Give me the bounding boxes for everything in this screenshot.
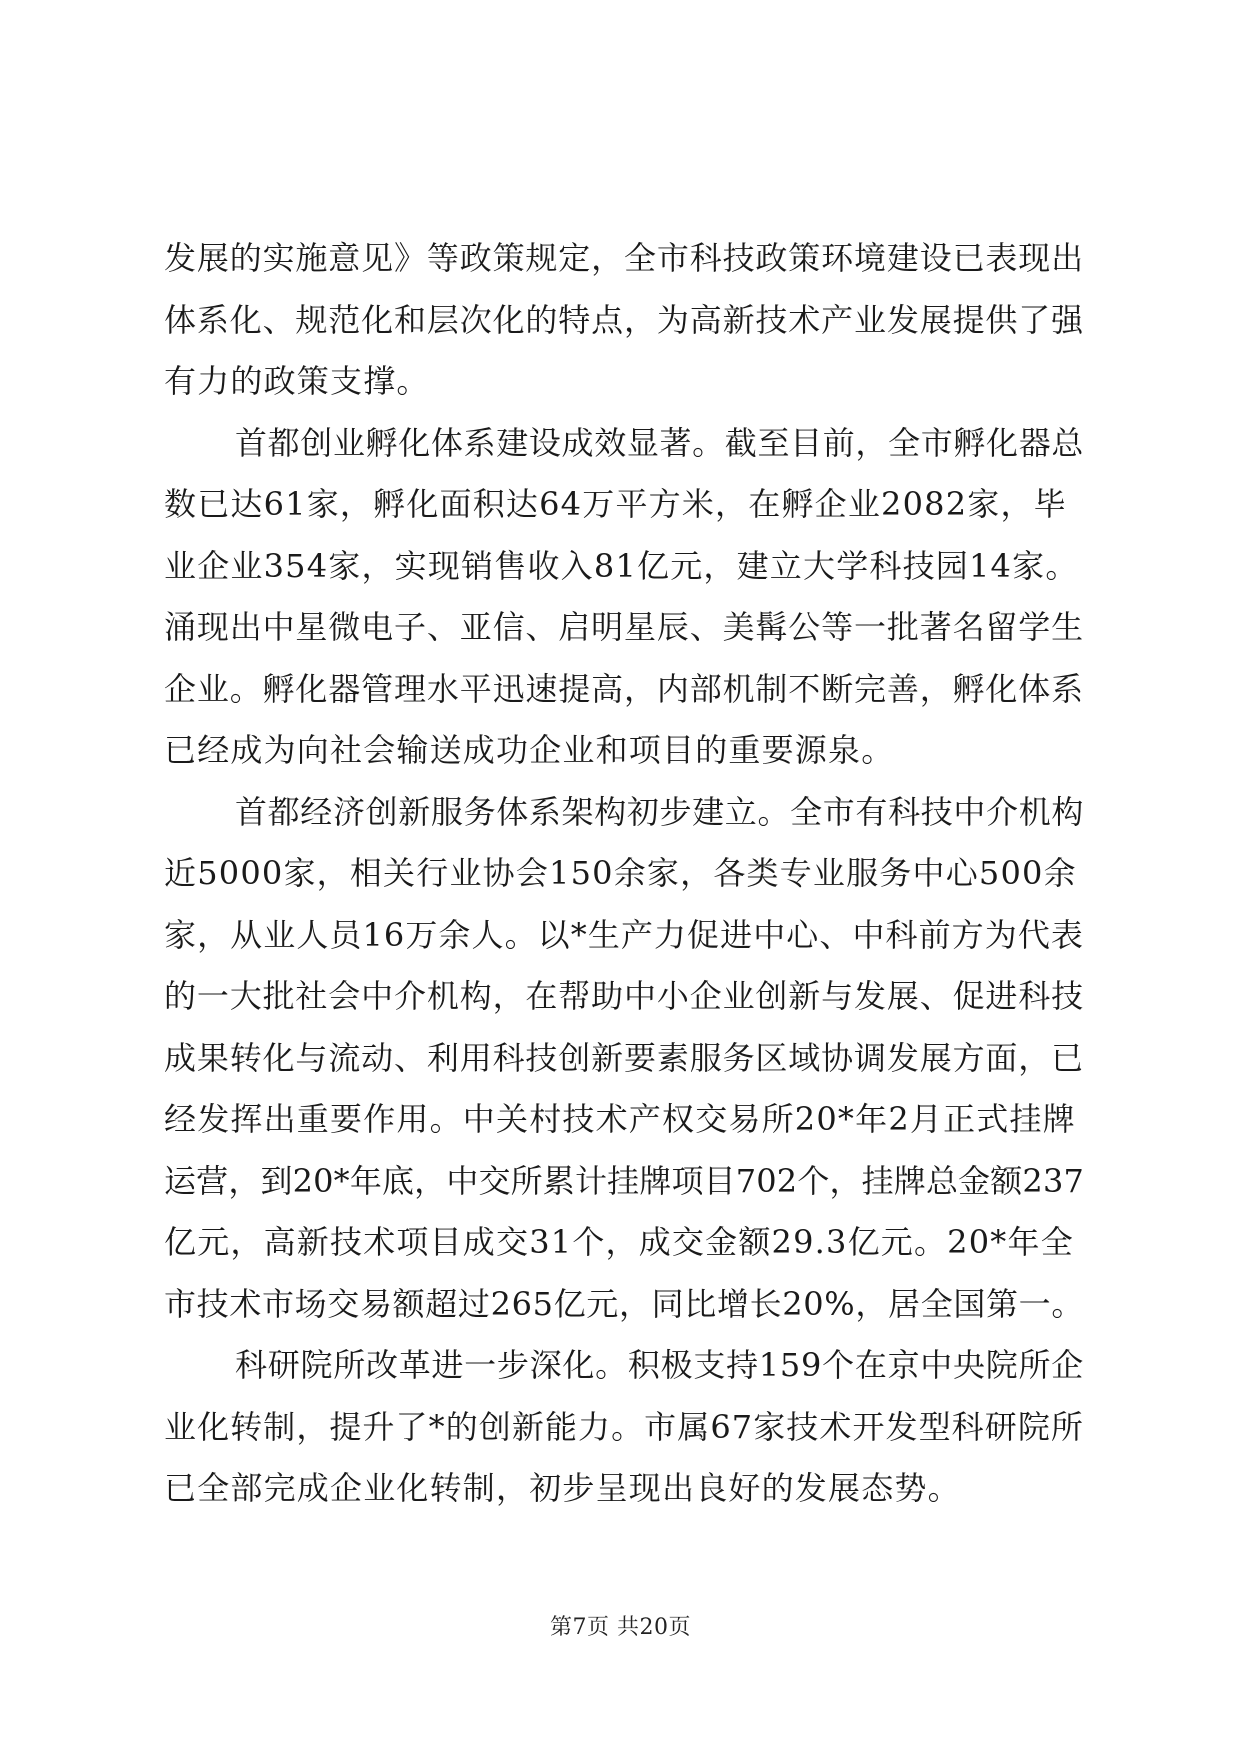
- text-line: 运营，到20*年底，中交所累计挂牌项目702个，挂牌总金额237: [164, 1161, 1084, 1200]
- text-line: 市技术市场交易额超过265亿元，同比增长20%，居全国第一。: [164, 1284, 1084, 1323]
- text-line: 企业。孵化器管理水平迅速提高，内部机制不断完善，孵化体系: [164, 669, 1084, 708]
- text-line: 数已达61家，孵化面积达64万平方米，在孵企业2082家，毕: [164, 485, 1067, 523]
- text-line: 涌现出中星微电子、亚信、启明星辰、美髯公等一批著名留学生: [164, 608, 1084, 646]
- text-line: 家，从业人员16万余人。以*生产力促进中心、中科前方为代表: [164, 915, 1084, 954]
- page-number-footer: 第7页 共20页: [550, 1615, 691, 1640]
- text-line: 已全部完成企业化转制，初步呈现出良好的发展态势。: [164, 1469, 961, 1507]
- text-line: 已经成为向社会输送成功企业和项目的重要源泉。: [164, 731, 895, 769]
- paragraph-start-line: 首都经济创新服务体系架构初步建立。全市有科技中介机构: [235, 792, 1084, 831]
- text-line: 经发挥出重要作用。中关村技术产权交易所20*年2月正式挂牌: [164, 1100, 1076, 1138]
- text-line: 体系化、规范化和层次化的特点，为高新技术产业发展提供了强: [164, 300, 1084, 339]
- text-line: 有力的政策支撑。: [164, 362, 430, 400]
- paragraph-start-line: 科研院所改革进一步深化。积极支持159个在京中央院所企: [235, 1346, 1084, 1384]
- text-line: 亿元，高新技术项目成交31个，成交金额29.3亿元。20*年全: [164, 1223, 1074, 1261]
- text-line: 业化转制，提升了*的创新能力。市属67家技术开发型科研院所: [164, 1407, 1084, 1446]
- text-line: 发展的实施意见》等政策规定，全市科技政策环境建设已表现出: [164, 239, 1084, 277]
- text-line: 近5000家，相关行业协会150余家，各类专业服务中心500余: [164, 854, 1077, 892]
- body-text: [164, 228, 1084, 1520]
- text-line: 业企业354家，实现销售收入81亿元，建立大学科技园14家。: [164, 546, 1079, 585]
- paragraph-start-line: 首都创业孵化体系建设成效显著。截至目前，全市孵化器总: [235, 423, 1084, 462]
- text-line: 的一大批社会中介机构，在帮助中小企业创新与发展、促进科技: [164, 977, 1084, 1015]
- text-line: 成果转化与流动、利用科技创新要素服务区域协调发展方面，已: [164, 1038, 1084, 1077]
